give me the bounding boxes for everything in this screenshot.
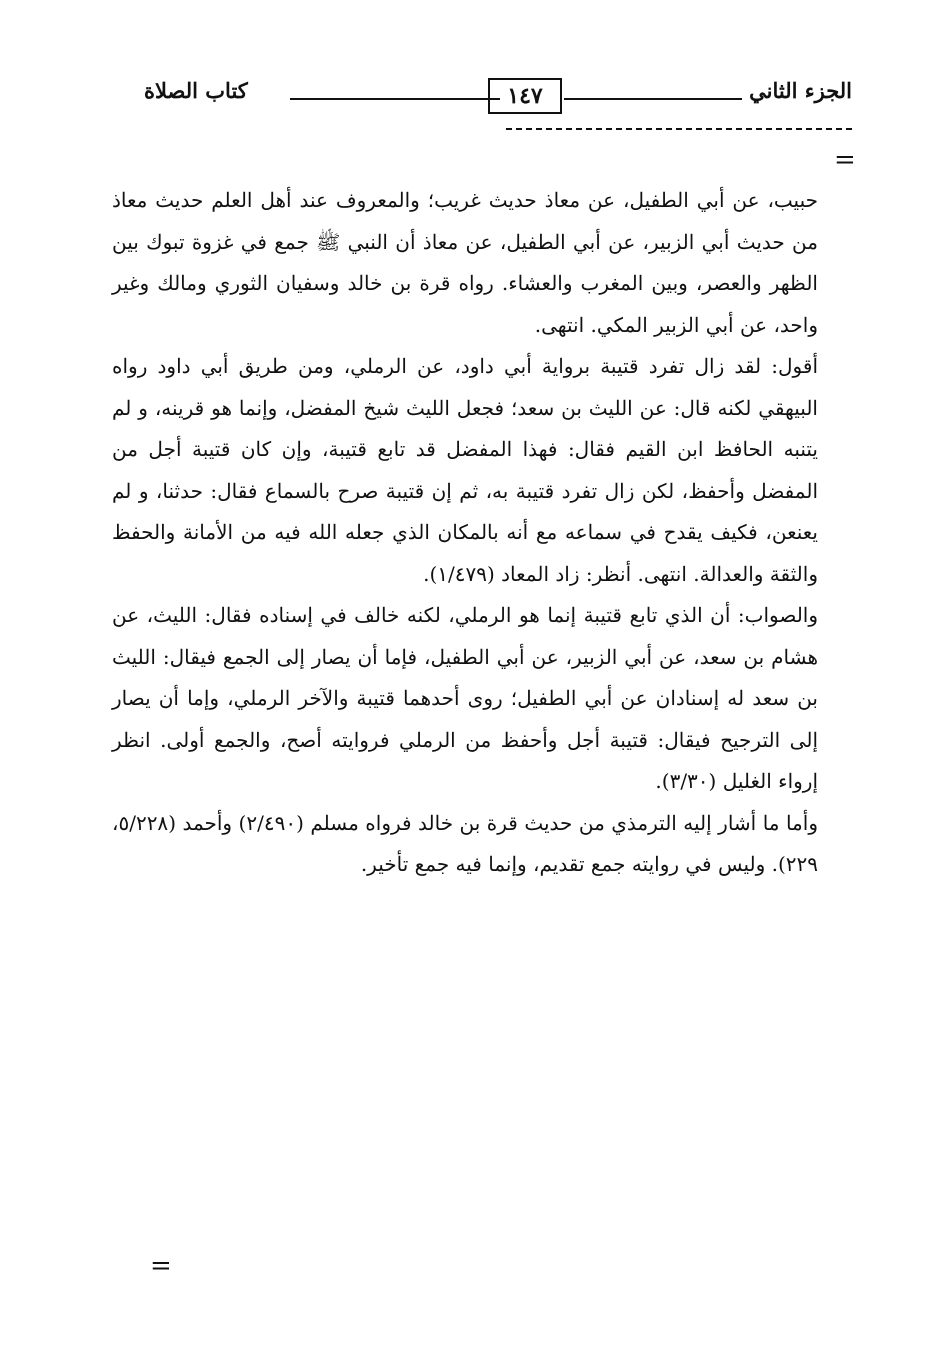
paragraph-4: وأما ما أشار إليه الترمذي من حديث قرة بن خالد فرواه مسلم (٢/٤٩٠) وأحمد (٥/٢٢٨، ٢٢٩). وليس في روايته جمع تقديم، وإنما فيه جمع تأخير. xyxy=(112,810,818,876)
page-header xyxy=(118,76,852,120)
part-label: الجزء الثاني xyxy=(749,78,852,103)
paragraph-2: أقول: لقد زال تفرد قتيبة برواية أبي داود، عن الرملي، ومن طريق أبي داود رواه البيهقي لكنه قال: عن الليث بن سعد؛ فجعل الليث شيخ المفضل، وإنما هو قرينه، و لم يتنبه الحافظ ابن القيم فقال: فهذا المفضل قد تابع قتيبة، وإن كان قتيبة أجل من المفضل وأحفظ، لكن زال تفرد قتيبة به، ثم إن قتيبة صرح بالسماع فقال: حدثنا، و لم يعنعن، فكيف يقدح في سماعه مع أنه بالمكان الذي جعله الله فيه من الأمانة والحفظ والثقة والعدالة. انتهى. أنظر: زاد المعاد (١/٤٧٩). xyxy=(112,354,819,586)
paragraph-1: حبيب، عن أبي الطفيل، عن معاذ حديث غريب؛ والمعروف عند أهل العلم حديث معاذ من حديث أبي الزبير، عن أبي الطفيل، عن معاذ أن النبي ﷺ جمع في غزوة تبوك بين الظهر والعصر، وبين المغرب والعشاء. رواه قرة بن خالد وسفيان الثوري ومالك وغير واحد، عن أبي الزبير المكي. انتهى. xyxy=(112,188,818,337)
page-number-box xyxy=(488,78,562,114)
dashed-divider xyxy=(506,128,852,130)
header-rule-right xyxy=(564,98,742,100)
continuation-mark-top: = xyxy=(834,145,856,175)
paragraph-3: والصواب: أن الذي تابع قتيبة إنما هو الرملي، لكنه خالف في إسناده فقال: الليث، عن هشام بن سعد، عن أبي الزبير، عن أبي الطفيل، فإما أن يصار إلى الجمع فيقال: الليث بن سعد له إسنادان عن أبي الطفيل؛ روى أحدهما قتيبة والآخر الرملي، وإما أن يصار إلى الترجيح فيقال: قتيبة أجل وأحفظ من الرملي فروايته أصح، والجمع أولى. انظر إرواء الغليل (٣/٣٠). xyxy=(112,603,819,793)
header-rule-left xyxy=(290,98,500,100)
book-title: كتاب الصلاة xyxy=(144,78,248,103)
body-text xyxy=(112,180,818,886)
continuation-mark-bottom: = xyxy=(150,1251,172,1281)
page-number: ١٤٧ xyxy=(507,83,543,109)
